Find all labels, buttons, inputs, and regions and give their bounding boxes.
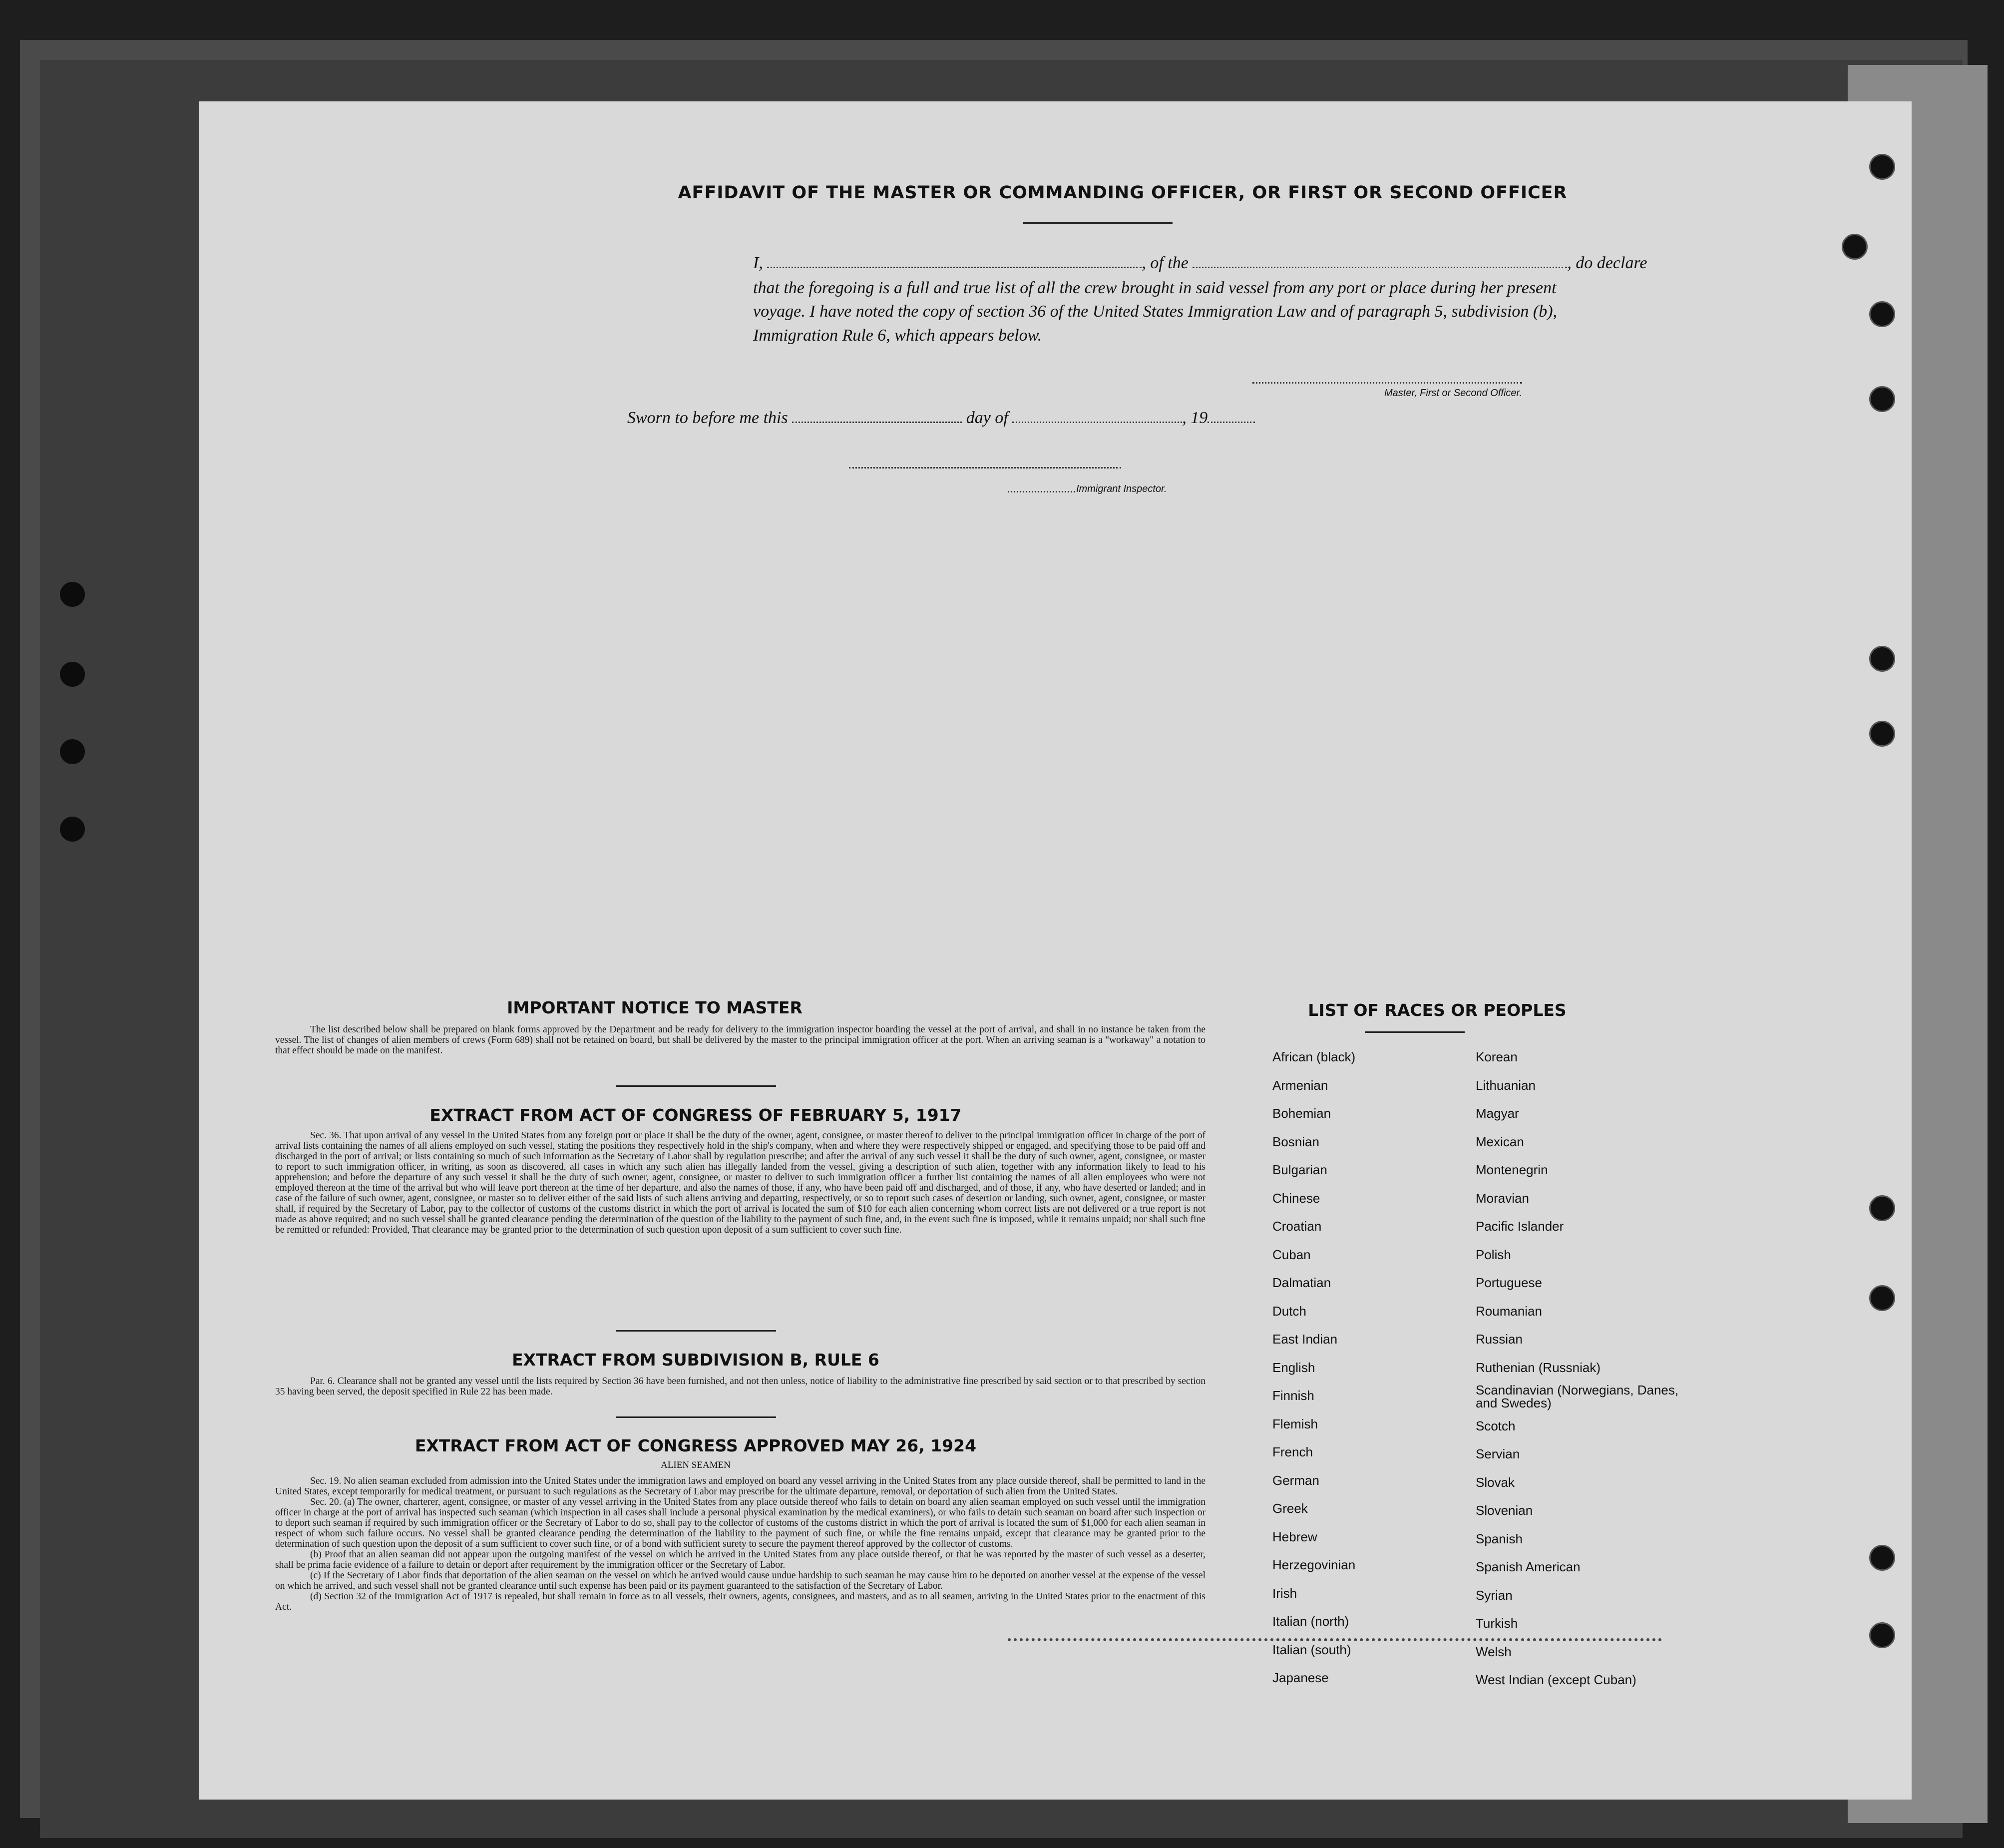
race-item: Lithuanian: [1476, 1077, 1536, 1093]
race-item: Herzegovinian: [1272, 1557, 1356, 1572]
affidavit-line-1: [753, 254, 1727, 273]
divider: [616, 1416, 776, 1418]
vessel-blank: [1193, 254, 1567, 268]
race-item: Dutch: [1272, 1303, 1306, 1319]
race-item: Italian (south): [1272, 1642, 1351, 1657]
race-item: Dalmatian: [1272, 1275, 1331, 1290]
race-item: Italian (north): [1272, 1614, 1349, 1629]
race-item: Polish: [1476, 1247, 1511, 1262]
master-signature-line: [1252, 382, 1522, 384]
race-item: Pacific Islander: [1476, 1219, 1564, 1234]
affidavit-line-4: Immigration Rule 6, which appears below.: [753, 326, 1042, 345]
race-item: English: [1272, 1360, 1315, 1375]
section-36-paragraph: Sec. 36. That upon arrival of any vessel in the United States from any foreign port or place it shall be the duty of the owner, agent, consignee, or master thereof to deliver to the principal immigration officer in charge of the port of arrival lists containing the names of all aliens employed on such vessel, stating the positions they respectively hold in the ship's company, when and where they were respectively shipped or engaged, and specifying those to be paid off and discharged in the port of arrival; or lists containing so much of such information as the Secretary of Labor shall by regulation prescribe; and after the arrival of any such vessel it shall be the duty of such owner, agent, consignee, or master to report to such immigration officer, in writing, as soon as discovered, all cases in which any such alien has illegally landed from the vessel, giving a description of such alien, together with any information likely to lead to his apprehension; and before the departure of any such vessel it shall be the duty of such owner, agent, consignee, or master to deliver to such immigration officer a further list containing the names of all alien employees who were not employed thereon at the time of the arrival but who will leave port thereon at the time of her departure, and also the names of those, if any, who have been paid off and discharged, and of those, if any, who have deserted or landed; and in case of the failure of such owner, agent, consignee, or master so to deliver either of the said lists of such aliens arriving and departing, respectively, or so to report such cases of desertion or landing, such owner, agent, consignee, or master shall, if required by the Secretary of Labor, pay to the collector of customs of the customs district in which the port of arrival is located the sum of $10 for each alien concerning whom correct lists are not delivered or a true report is not made as above required; and no such vessel shall be granted clearance pending the determination of the question of the liability to the payment of such fine, and, in the event such fine is imposed, while it remains unpaid; nor shall such fine be remitted or refunded: Provided, That clearance may be granted prior to the determination of such question upon deposit of a sum sufficient to cover such fine.: [275, 1130, 1205, 1235]
binder-hole: [60, 739, 85, 764]
day-of-label: day of: [966, 409, 1008, 427]
race-item: Hebrew: [1272, 1529, 1317, 1544]
divider: [616, 1085, 776, 1087]
race-item: Finnish: [1272, 1388, 1314, 1403]
notice-paragraph: The list described below shall be prepared on blank forms approved by the Department and be ready for delivery to the immigration inspector boarding the vessel at the port of arrival, and shall in no instance be taken from the vessel. The list of changes of alien members of crews (Form 689) shall not be retained on board, but shall be delivered by the master to the principal immigration officer at the port. When an arriving seaman is a "workaway" a notation to that effect should be made on the manifest.: [275, 1024, 1205, 1056]
sec-20b-paragraph: (b) Proof that an alien seaman did not appear upon the outgoing manifest of the vessel on which he arrived in the United States from any place outside thereof, or that he was reported by the master of such vessel as a deserter, shall be prima facie evidence of a failure to detain or deport after requirement by the immigration officer or the Secretary of Labor.: [275, 1549, 1205, 1570]
affidavit-title: AFFIDAVIT OF THE MASTER OR COMMANDING OFFICER, OR FIRST OR SECOND OFFICER: [678, 183, 1568, 203]
race-item: Cuban: [1272, 1247, 1311, 1262]
race-item: Flemish: [1272, 1416, 1318, 1431]
declare-label: , do declare: [1567, 254, 1647, 272]
race-item: Scandinavian (Norwegians, Danes, and Swedes): [1476, 1383, 1679, 1410]
divider: [616, 1330, 776, 1332]
extract-1917-text: [275, 1130, 1205, 1235]
extract-rule6-title: EXTRACT FROM SUBDIVISION B, RULE 6: [512, 1350, 879, 1370]
race-item: Irish: [1272, 1585, 1297, 1601]
inspector-signature-line: [849, 467, 1121, 468]
race-item: Korean: [1476, 1049, 1518, 1064]
punch-hole: [1869, 646, 1895, 672]
race-item: Roumanian: [1476, 1303, 1542, 1319]
race-item: Croatian: [1272, 1219, 1322, 1234]
punch-hole: [1869, 1622, 1895, 1648]
binder-hole: [60, 662, 85, 687]
race-item: African (black): [1272, 1049, 1356, 1064]
race-item: Spanish: [1476, 1531, 1523, 1546]
race-item: Servian: [1476, 1446, 1520, 1461]
affidavit-line-3: voyage. I have noted the copy of section 36 of the United States Immigration Law and of paragraph 5, subdivision (b),: [753, 302, 1558, 321]
i-label: I,: [753, 254, 763, 272]
race-item: Spanish American: [1476, 1559, 1581, 1574]
sworn-label: Sworn to before me this: [627, 409, 788, 427]
par-6-paragraph: Par. 6. Clearance shall not be granted any vessel until the lists required by Section 36 have been furnished, and not then unless, notice of liability to the administrative fine prescribed by said section or to that prescribed by section 35 having been served, the deposit specified in Rule 22 has been made.: [275, 1376, 1205, 1397]
punch-hole: [1869, 721, 1895, 747]
inspector-dots: [1008, 491, 1075, 492]
sec-20c-paragraph: (c) If the Secretary of Labor finds that deportation of the alien seaman on the vessel on which he arrived would cause undue hardship to such seaman he may cause him to be deported on another vessel at the expense of the vessel on which he arrived, and such vessel shall not be granted clearance until such expense has been paid or its payment guaranteed to the satisfaction of the Secretary of Labor.: [275, 1570, 1205, 1591]
race-item: Armenian: [1272, 1077, 1328, 1093]
extract-rule6-text: [275, 1376, 1205, 1397]
punch-hole: [1869, 1195, 1895, 1221]
race-item: Portuguese: [1476, 1275, 1542, 1290]
binder-hole: [60, 582, 85, 607]
race-item: West Indian (except Cuban): [1476, 1672, 1636, 1687]
race-item: East Indian: [1272, 1332, 1338, 1347]
race-item: Slovak: [1476, 1474, 1515, 1490]
race-item: Japanese: [1272, 1670, 1329, 1685]
punch-hole: [1869, 154, 1895, 180]
punch-hole: [1842, 234, 1868, 260]
race-item: Syrian: [1476, 1587, 1513, 1603]
races-column-1: [1272, 1043, 1462, 1692]
race-item: Slovenian: [1476, 1503, 1533, 1518]
binder-hole: [60, 817, 85, 842]
year-label: , 19: [1182, 409, 1208, 427]
race-item: Mexican: [1476, 1134, 1524, 1149]
race-item: German: [1272, 1472, 1319, 1488]
divider: [1023, 222, 1173, 224]
race-item: French: [1272, 1444, 1313, 1459]
punch-hole: [1869, 1545, 1895, 1571]
punch-hole: [1869, 386, 1895, 412]
race-item: Greek: [1272, 1501, 1308, 1516]
race-item: Welsh: [1476, 1644, 1512, 1659]
race-item: Chinese: [1272, 1190, 1320, 1206]
year-blank: [1207, 409, 1255, 423]
affidavit-line-2: that the foregoing is a full and true list of all the crew brought in said vessel from any port or place during her present: [753, 279, 1557, 297]
race-item: Magyar: [1476, 1106, 1519, 1121]
punch-hole: [1869, 1285, 1895, 1311]
races-title: LIST OF RACES OR PEOPLES: [1308, 1000, 1567, 1020]
sworn-line: [627, 409, 1255, 428]
race-item: Turkish: [1476, 1616, 1518, 1631]
race-item: Bulgarian: [1272, 1162, 1327, 1177]
race-item: Moravian: [1476, 1190, 1529, 1206]
month-blank: [1012, 409, 1182, 423]
extract-1917-title: EXTRACT FROM ACT OF CONGRESS OF FEBRUARY 5, 1917: [429, 1105, 962, 1125]
race-item: Bohemian: [1272, 1106, 1331, 1121]
notice-text: [275, 1024, 1205, 1056]
sec-19-paragraph: Sec. 19. No alien seaman excluded from admission into the United States under the immigration laws and employed on board any vessel arriving in the United States from any place outside thereof, shall be permitted to land in the United States, except temporarily for medical treatment, or pursuant to such regulations as the Secretary of Labor may prescribe for the ultimate departure, removal, or deportation of such alien from the United States.: [275, 1476, 1205, 1497]
race-item: Ruthenian (Russniak): [1476, 1360, 1601, 1375]
notice-title: IMPORTANT NOTICE TO MASTER: [507, 998, 802, 1017]
dotted-separator: [1008, 1638, 1662, 1641]
punch-hole: [1869, 301, 1895, 327]
race-item: Russian: [1476, 1332, 1523, 1347]
manifest-page: [199, 101, 1912, 1800]
inspector-signature-label: Immigrant Inspector.: [1076, 483, 1167, 494]
alien-seamen-subtitle: ALIEN SEAMEN: [661, 1460, 731, 1470]
race-item: Montenegrin: [1476, 1162, 1548, 1177]
of-the-label: , of the: [1142, 254, 1189, 272]
sec-20d-paragraph: (d) Section 32 of the Immigration Act of 1917 is repealed, but shall remain in force as to all vessels, their owners, agents, consignees, and masters, and as to all seamen, arriving in the United States prior to the enactment of this Act.: [275, 1591, 1205, 1612]
race-item: Scotch: [1476, 1418, 1516, 1433]
name-blank: [767, 254, 1142, 268]
master-signature-label: Master, First or Second Officer.: [1384, 388, 1522, 399]
race-item: Bosnian: [1272, 1134, 1319, 1149]
divider: [1365, 1031, 1465, 1033]
extract-1924-text: [275, 1476, 1205, 1612]
sec-20a-paragraph: Sec. 20. (a) The owner, charterer, agent, consignee, or master of any vessel arriving in the United States from any place outside thereof who fails to detain on board any alien seaman employed on such vessel until the immigration officer in charge at the port of arrival has inspected such seaman (which inspection in all cases shall include a personal physical examination by the medical examiners), or who fails to detain such seaman on board after such inspection or to deport such seaman if required by such immigration officer or the Secretary of Labor to do so, shall pay to the collector of customs of the customs district in which the port of arrival is located the sum of $1,000 for each alien seaman in respect of whom such failure occurs. No vessel shall be granted clearance pending the determination of the liability to the payment of such fine, or while the fine remains unpaid, except that clearance may be granted prior to the determination of such question upon the deposit of a sum sufficient to cover such fine, or of a bond with sufficient surety to secure the payment thereof approved by the collector of customs.: [275, 1497, 1205, 1549]
extract-1924-title: EXTRACT FROM ACT OF CONGRESS APPROVED MAY 26, 1924: [414, 1436, 977, 1455]
day-blank: [792, 409, 962, 423]
races-column-2: [1476, 1043, 1700, 1694]
